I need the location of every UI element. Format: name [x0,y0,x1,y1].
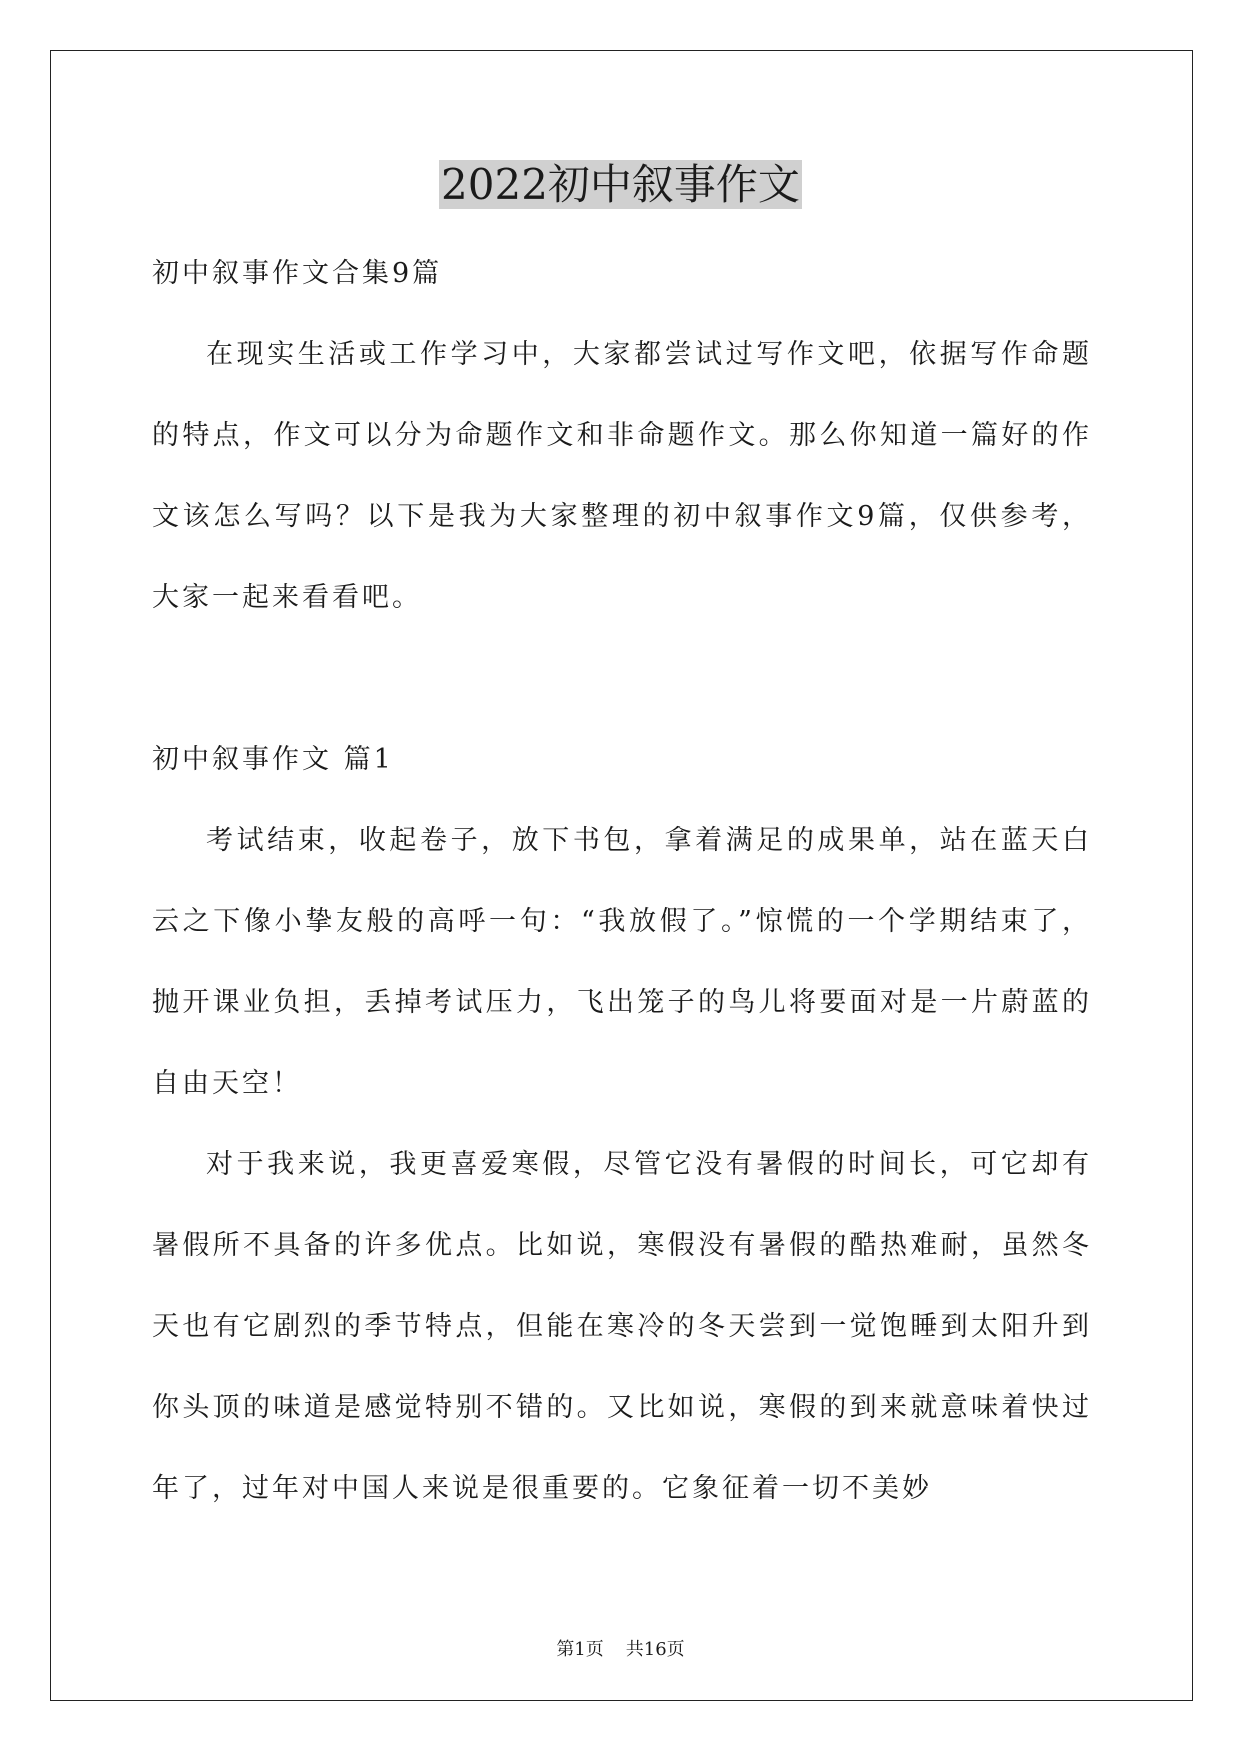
body-paragraph: 考试结束，收起卷子，放下书包，拿着满足的成果单，站在蓝天白云之下像小挚友般的高呼一句：“我放假了。”惊慌的一个学期结束了，抛开课业负担，丢掉考试压力，飞出笼子的鸟儿将要面对是一片蔚蓝的自由天空！ [152,825,1092,1099]
body-paragraph: 对于我来说，我更喜爱寒假，尽管它没有暑假的时间长，可它却有暑假所不具备的许多优点。比如说，寒假没有暑假的酷热难耐，虽然冬天也有它剧烈的季节特点，但能在寒冷的冬天尝到一觉饱睡到太阳升到你头顶的味道是感觉特别不错的。又比如说，寒假的到来就意味着快过年了，过年对中国人来说是很重要的。它象征着一切不美妙 [152,1149,1092,1504]
document-subtitle: 初中叙事作文合集9篇 [152,258,443,289]
page-footer [0,1638,1241,1662]
document-body [152,233,1092,1529]
document-title [0,155,1241,215]
intro-paragraph: 在现实生活或工作学习中，大家都尝试过写作文吧，依据写作命题的特点，作文可以分为命题作文和非命题作文。那么你知道一篇好的作文该怎么写吗？以下是我为大家整理的初中叙事作文9篇，仅供参考，大家一起来看看吧。 [152,339,1092,613]
page-total: 共16页 [625,1639,685,1660]
page-number: 第1页 [556,1639,604,1660]
document-title-text: 2022初中叙事作文 [441,160,800,209]
section-heading: 初中叙事作文 篇1 [152,744,394,775]
